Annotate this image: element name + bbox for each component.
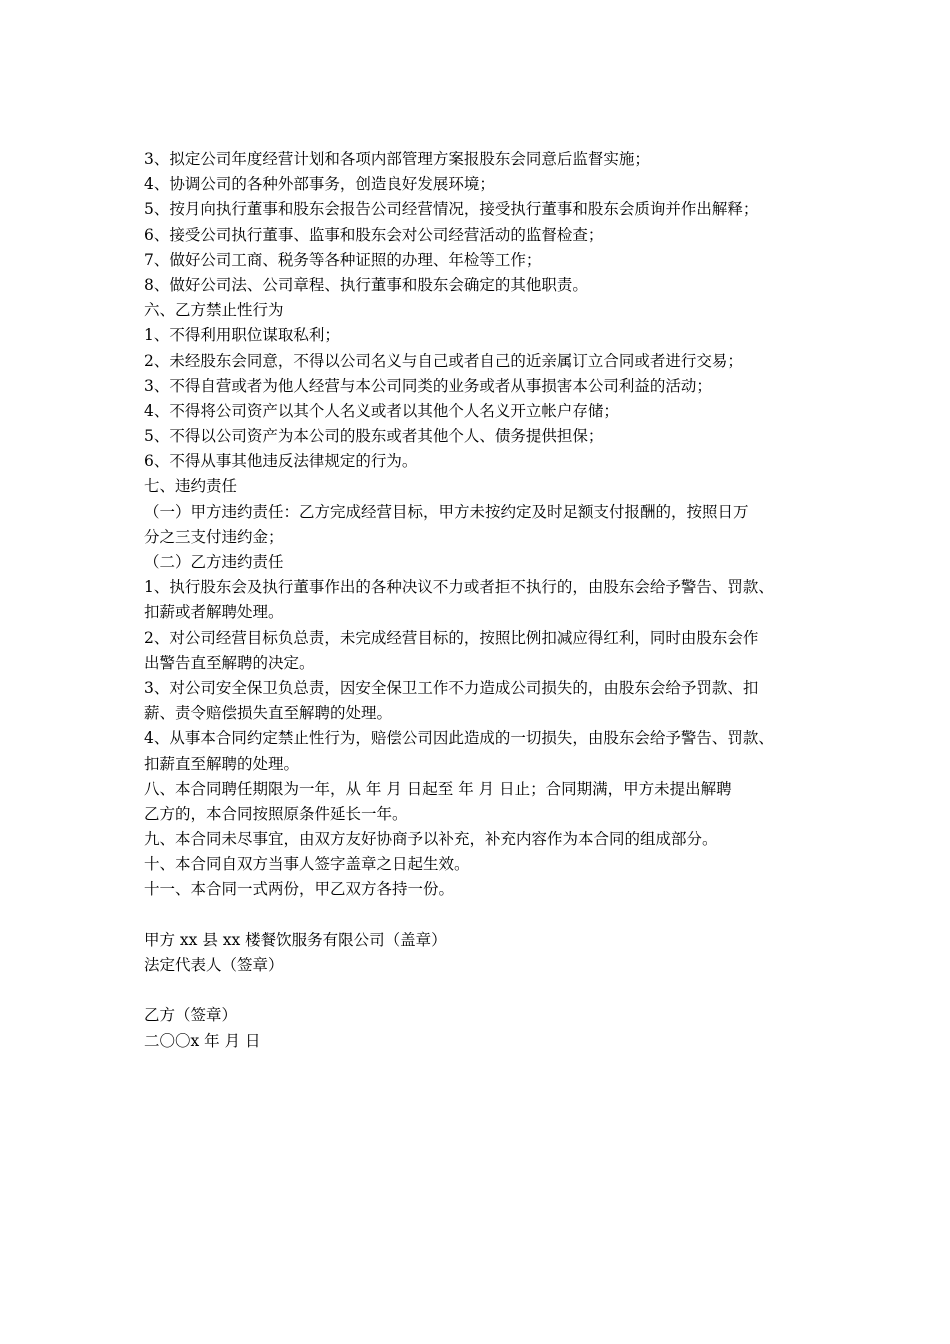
duty-item: 7、做好公司工商、税务等各种证照的办理、年检等工作；	[144, 250, 542, 269]
document-body	[144, 147, 824, 1054]
supplement-clause: 九、本合同未尽事宜，由双方友好协商予以补充，补充内容作为本合同的组成部分。	[144, 830, 718, 849]
party-b-liability-line: 出警告直至解聘的决定。	[144, 653, 315, 672]
duty-item: 4、协调公司的各种外部事务，创造良好发展环境；	[144, 175, 495, 194]
duty-item: 5、按月向执行董事和股东会报告公司经营情况，接受执行董事和股东会质询并作出解释；	[144, 200, 759, 219]
prohibited-item: 1、不得利用职位谋取私利；	[144, 326, 340, 345]
spacer	[144, 978, 824, 1003]
duty-item: 3、拟定公司年度经营计划和各项内部管理方案报股东会同意后监督实施；	[144, 150, 650, 168]
prohibited-item: 4、不得将公司资产以其个人名义或者以其他个人名义开立帐户存储；	[144, 401, 619, 420]
signature-date: 二〇〇x 年 月 日	[144, 1031, 261, 1050]
legal-representative-signature: 法定代表人（签章）	[144, 956, 284, 974]
party-b-liability-line: 3、对公司安全保卫负总责，因安全保卫工作不力造成公司损失的，由股东会给予罚款、扣	[144, 678, 759, 697]
party-b-liability-line: 1、执行股东会及执行董事作出的各种决议不力或者拒不执行的，由股东会给予警告、罚款、	[144, 578, 774, 597]
duty-item: 6、接受公司执行董事、监事和股东会对公司经营活动的监督检查；	[144, 225, 604, 244]
term-clause-line: 乙方的，本合同按照原条件延长一年。	[144, 804, 408, 823]
duty-item: 8、做好公司法、公司章程、执行董事和股东会确定的其他职责。	[144, 275, 588, 294]
party-b-liability-line: 2、对公司经营目标负总责，未完成经营目标的，按照比例扣减应得红利，同时由股东会作	[144, 628, 759, 647]
copies-clause: 十一、本合同一式两份，甲乙双方各持一份。	[144, 880, 455, 899]
party-b-liability-line: 扣薪或者解聘处理。	[144, 603, 284, 622]
party-b-liability-line: 扣薪直至解聘的处理。	[144, 754, 300, 773]
prohibited-item: 3、不得自营或者为他人经营与本公司同类的业务或者从事损害本公司利益的活动；	[144, 376, 712, 395]
party-a-signature: 甲方 xx 县 xx 楼餐饮服务有限公司（盖章）	[144, 930, 447, 949]
spacer	[144, 903, 824, 928]
party-b-liability-line: 4、从事本合同约定禁止性行为，赔偿公司因此造成的一切损失，由股东会给予警告、罚款、	[144, 729, 774, 748]
effective-clause: 十、本合同自双方当事人签字盖章之日起生效。	[144, 855, 470, 874]
party-b-liability-line: 薪、责令赔偿损失直至解聘的处理。	[144, 704, 393, 723]
party-b-signature: 乙方（签章）	[144, 1006, 238, 1025]
section-heading-prohibited-conduct: 六、乙方禁止性行为	[144, 301, 284, 320]
prohibited-item: 6、不得从事其他违反法律规定的行为。	[144, 452, 418, 471]
term-clause-line: 八、本合同聘任期限为一年，从 年 月 日起至 年 月 日止；合同期满，甲方未提出解聘	[144, 779, 732, 798]
section-heading-breach-liability: 七、违约责任	[144, 477, 238, 496]
party-a-liability-line: （一）甲方违约责任：乙方完成经营目标，甲方未按约定及时足额支付报酬的，按照日万	[144, 502, 749, 521]
party-b-liability-heading: （二）乙方违约责任	[144, 553, 284, 571]
party-a-liability-line: 分之三支付违约金；	[144, 527, 284, 546]
prohibited-item: 2、未经股东会同意，不得以公司名义与自己或者自己的近亲属订立合同或者进行交易；	[144, 351, 743, 370]
prohibited-item: 5、不得以公司资产为本公司的股东或者其他个人、债务提供担保；	[144, 427, 604, 446]
